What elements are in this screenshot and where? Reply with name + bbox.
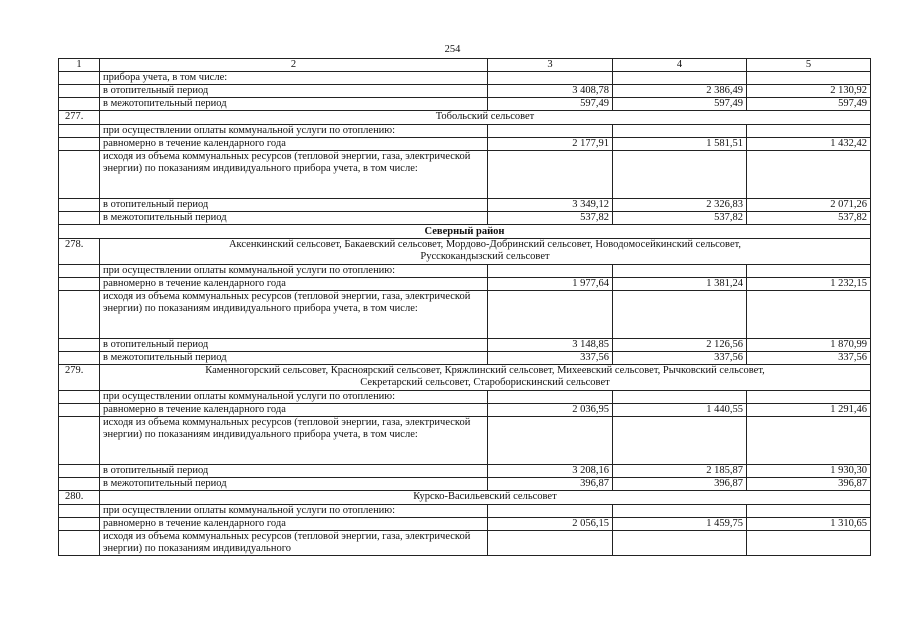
value-cell: 2 177,91 [488,138,613,151]
value-cell [747,72,871,85]
value-cell: 2 386,49 [613,85,747,98]
value-cell: 1 581,51 [613,138,747,151]
value-cell: 1 432,42 [747,138,871,151]
value-cell: 337,56 [747,352,871,365]
value-cell [488,265,613,278]
section-title: Аксенкинский сельсовет, Бакаевский сельсовет, Мордово-Добринский сельсовет, Новодомосейкинский сельсовет, Русскокандызский сельсовет [100,239,871,265]
value-cell: 1 870,99 [747,339,871,352]
value-cell [747,391,871,404]
value-cell [613,72,747,85]
row-label: при осуществлении оплаты коммунальной услуги по отоплению: [100,265,488,278]
tariff-table [58,58,871,556]
row-number-cell [59,352,100,365]
value-cell [488,391,613,404]
row-label: в отопительный период [100,465,488,478]
value-cell: 1 930,30 [747,465,871,478]
row-number-cell [59,278,100,291]
value-cell: 2 126,56 [613,339,747,352]
value-cell: 537,82 [488,212,613,225]
table-row [59,465,871,478]
value-cell: 3 349,12 [488,199,613,212]
value-cell: 3 408,78 [488,85,613,98]
row-label: при осуществлении оплаты коммунальной услуги по отоплению: [100,391,488,404]
section-row [59,491,871,505]
value-cell: 1 459,75 [613,518,747,531]
row-number-cell [59,391,100,404]
value-cell: 2 326,83 [613,199,747,212]
section-title: Курско-Васильевский сельсовет [100,491,871,505]
value-cell [613,531,747,556]
table-body [59,59,871,556]
section-title: Тобольский сельсовет [100,111,871,125]
header-cell: 4 [613,59,747,72]
table-row [59,151,871,199]
row-number-cell [59,531,100,556]
row-label: в межотопительный период [100,352,488,365]
row-label: в отопительный период [100,339,488,352]
value-cell [747,291,871,339]
row-number-cell [59,125,100,138]
section-number: 278. [59,239,100,265]
row-number-cell [59,417,100,465]
row-label: в межотопительный период [100,212,488,225]
table-row [59,531,871,556]
value-cell [613,151,747,199]
table-row [59,391,871,404]
page-number: 254 [444,44,461,55]
value-cell [747,417,871,465]
row-label: равномерно в течение календарного года [100,278,488,291]
table-row [59,518,871,531]
row-number-cell [59,199,100,212]
value-cell [488,417,613,465]
value-cell [488,291,613,339]
value-cell [613,505,747,518]
value-cell [747,151,871,199]
table-row [59,352,871,365]
district-title: Северный район [59,225,871,239]
value-cell [488,531,613,556]
value-cell [747,125,871,138]
value-cell [488,505,613,518]
value-cell: 337,56 [613,352,747,365]
table-row [59,478,871,491]
row-number-cell [59,212,100,225]
value-cell [613,291,747,339]
value-cell [488,125,613,138]
value-cell: 3 148,85 [488,339,613,352]
row-label: при осуществлении оплаты коммунальной услуги по отоплению: [100,125,488,138]
value-cell [488,151,613,199]
row-label: равномерно в течение календарного года [100,138,488,151]
value-cell: 396,87 [613,478,747,491]
value-cell [613,417,747,465]
row-number-cell [59,404,100,417]
row-number-cell [59,98,100,111]
value-cell: 597,49 [747,98,871,111]
row-number-cell [59,478,100,491]
value-cell: 337,56 [488,352,613,365]
section-number: 279. [59,365,100,391]
header-cell: 1 [59,59,100,72]
table-row [59,199,871,212]
value-cell: 1 977,64 [488,278,613,291]
value-cell: 2 036,95 [488,404,613,417]
value-cell: 3 208,16 [488,465,613,478]
value-cell: 597,49 [488,98,613,111]
value-cell [747,265,871,278]
row-label: равномерно в течение календарного года [100,518,488,531]
table-row [59,85,871,98]
value-cell: 396,87 [747,478,871,491]
value-cell: 1 291,46 [747,404,871,417]
table-row [59,417,871,465]
header-cell: 2 [100,59,488,72]
row-number-cell [59,85,100,98]
section-title: Каменногорский сельсовет, Красноярский сельсовет, Кряжлинский сельсовет, Михеевский сельсовет, Рычковский сельсовет, Секретарский сельсовет, Староборискинский сельсовет [100,365,871,391]
value-cell [488,72,613,85]
value-cell: 2 056,15 [488,518,613,531]
value-cell: 2 185,87 [613,465,747,478]
value-cell: 1 232,15 [747,278,871,291]
value-cell: 1 381,24 [613,278,747,291]
value-cell: 1 310,65 [747,518,871,531]
row-number-cell [59,72,100,85]
row-label: равномерно в течение календарного года [100,404,488,417]
value-cell [613,125,747,138]
row-number-cell [59,291,100,339]
table-row [59,505,871,518]
value-cell: 537,82 [747,212,871,225]
row-label: исходя из объема коммунальных ресурсов (тепловой энергии, газа, электрической энергии) по показаниям индивидуального [100,531,488,556]
value-cell [747,531,871,556]
value-cell: 2 071,26 [747,199,871,212]
row-label: в межотопительный период [100,98,488,111]
value-cell: 1 440,55 [613,404,747,417]
section-row [59,111,871,125]
value-cell: 537,82 [613,212,747,225]
row-number-cell [59,265,100,278]
section-row [59,239,871,265]
value-cell [613,391,747,404]
section-row [59,365,871,391]
value-cell: 2 130,92 [747,85,871,98]
table-row [59,212,871,225]
row-number-cell [59,465,100,478]
row-label: при осуществлении оплаты коммунальной услуги по отоплению: [100,505,488,518]
row-number-cell [59,138,100,151]
table-row [59,278,871,291]
row-label: исходя из объема коммунальных ресурсов (тепловой энергии, газа, электрической энергии) по показаниям индивидуального прибора учета, в том числе: [100,417,488,465]
section-number: 280. [59,491,100,505]
table-row [59,339,871,352]
row-label: прибора учета, в том числе: [100,72,488,85]
table-row [59,98,871,111]
table-row [59,291,871,339]
row-number-cell [59,339,100,352]
section-number: 277. [59,111,100,125]
table-row [59,72,871,85]
header-row [59,59,871,72]
row-label: исходя из объема коммунальных ресурсов (тепловой энергии, газа, электрической энергии) по показаниям индивидуального прибора учета, в том числе: [100,151,488,199]
row-number-cell [59,151,100,199]
row-label: исходя из объема коммунальных ресурсов (тепловой энергии, газа, электрической энергии) по показаниям индивидуального прибора учета, в том числе: [100,291,488,339]
value-cell: 597,49 [613,98,747,111]
district-row [59,225,871,239]
header-cell: 5 [747,59,871,72]
row-number-cell [59,505,100,518]
table-row [59,138,871,151]
header-cell: 3 [488,59,613,72]
value-cell [747,505,871,518]
value-cell [613,265,747,278]
row-number-cell [59,518,100,531]
value-cell: 396,87 [488,478,613,491]
table-row [59,125,871,138]
row-label: в отопительный период [100,85,488,98]
row-label: в отопительный период [100,199,488,212]
table-row [59,404,871,417]
row-label: в межотопительный период [100,478,488,491]
table-row [59,265,871,278]
